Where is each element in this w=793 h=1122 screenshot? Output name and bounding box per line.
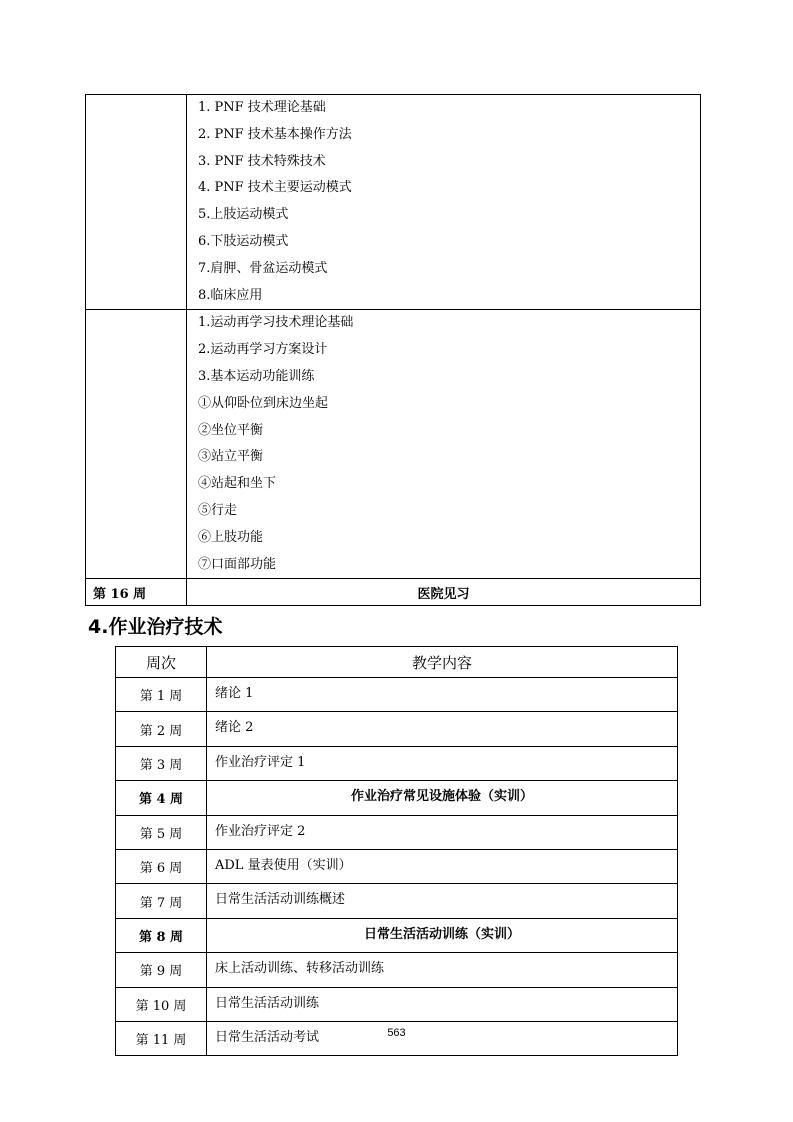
week-cell: 第 5 周	[116, 815, 207, 849]
week-cell: 第 7 周	[116, 884, 207, 918]
week-cell	[86, 95, 187, 310]
content-cell: 作业治疗评定 1	[207, 746, 678, 780]
week-cell: 第 10 周	[116, 987, 207, 1021]
week-cell: 第 6 周	[116, 849, 207, 883]
list-item: ③站立平衡	[198, 449, 264, 465]
table-row	[116, 918, 678, 952]
syllabus-table-continued	[85, 94, 701, 606]
list-item: ⑦口面部功能	[198, 556, 277, 572]
content-cell: 日常生活活动训练	[207, 987, 678, 1021]
content-cell: ADL 量表使用（实训）	[207, 849, 678, 883]
table-row	[116, 815, 678, 849]
content-cell: 医院见习	[187, 579, 701, 606]
content-cell: 日常生活活动训练（实训）	[207, 918, 678, 952]
section-heading: 4.作业治疗技术	[88, 616, 223, 638]
table-header-row	[116, 647, 678, 678]
content-cell: 作业治疗评定 2	[207, 815, 678, 849]
week-cell: 第 4 周	[116, 781, 207, 815]
list-item: 8.临床应用	[198, 287, 263, 303]
table-row	[116, 849, 678, 883]
table-row	[86, 95, 701, 310]
list-item: 4. PNF 技术主要运动模式	[198, 180, 352, 196]
list-item: 1.运动再学习技术理论基础	[198, 315, 354, 331]
week-cell: 第 8 周	[116, 918, 207, 952]
week-cell: 第 16 周	[86, 579, 187, 606]
content-cell: 作业治疗常见设施体验（实训）	[207, 781, 678, 815]
content-cell: 床上活动训练、转移活动训练	[207, 953, 678, 987]
list-item: ④站起和坐下	[198, 476, 277, 492]
week-cell: 第 11 周	[116, 1021, 207, 1055]
occupational-therapy-schedule-table	[115, 646, 678, 1056]
week-cell: 第 2 周	[116, 712, 207, 746]
table-row	[116, 953, 678, 987]
table-row	[116, 781, 678, 815]
content-cell: 绪论 1	[207, 678, 678, 712]
column-header-week: 周次	[116, 647, 207, 678]
table-row	[116, 712, 678, 746]
list-item: 3.基本运动功能训练	[198, 368, 315, 384]
week-cell: 第 3 周	[116, 746, 207, 780]
week-cell	[86, 310, 187, 579]
list-item: ⑥上肢功能	[198, 529, 264, 545]
table-row	[116, 678, 678, 712]
week-cell: 第 9 周	[116, 953, 207, 987]
list-item: ①从仰卧位到床边坐起	[198, 395, 329, 411]
content-cell	[187, 95, 701, 310]
content-cell: 绪论 2	[207, 712, 678, 746]
table-row	[116, 746, 678, 780]
list-item: 1. PNF 技术理论基础	[198, 100, 326, 115]
list-item: 2. PNF 技术基本操作方法	[198, 126, 352, 142]
list-item: 7.肩胛、骨盆运动模式	[198, 260, 328, 276]
table-row	[86, 579, 701, 606]
list-item: ⑤行走	[198, 502, 238, 518]
table-row	[116, 987, 678, 1021]
table-row	[86, 310, 701, 579]
list-item: 2.运动再学习方案设计	[198, 342, 328, 358]
content-cell: 日常生活活动训练概述	[207, 884, 678, 918]
page-number: 563	[387, 1027, 406, 1039]
table-row	[116, 884, 678, 918]
content-cell	[187, 310, 701, 579]
week-cell: 第 1 周	[116, 678, 207, 712]
content-cell: 日常生活活动考试	[207, 1021, 678, 1055]
list-item: ②坐位平衡	[198, 422, 264, 438]
list-item: 5.上肢运动模式	[198, 207, 289, 223]
list-item: 3. PNF 技术特殊技术	[198, 153, 326, 169]
column-header-content: 教学内容	[207, 647, 678, 678]
list-item: 6.下肢运动模式	[198, 233, 289, 249]
